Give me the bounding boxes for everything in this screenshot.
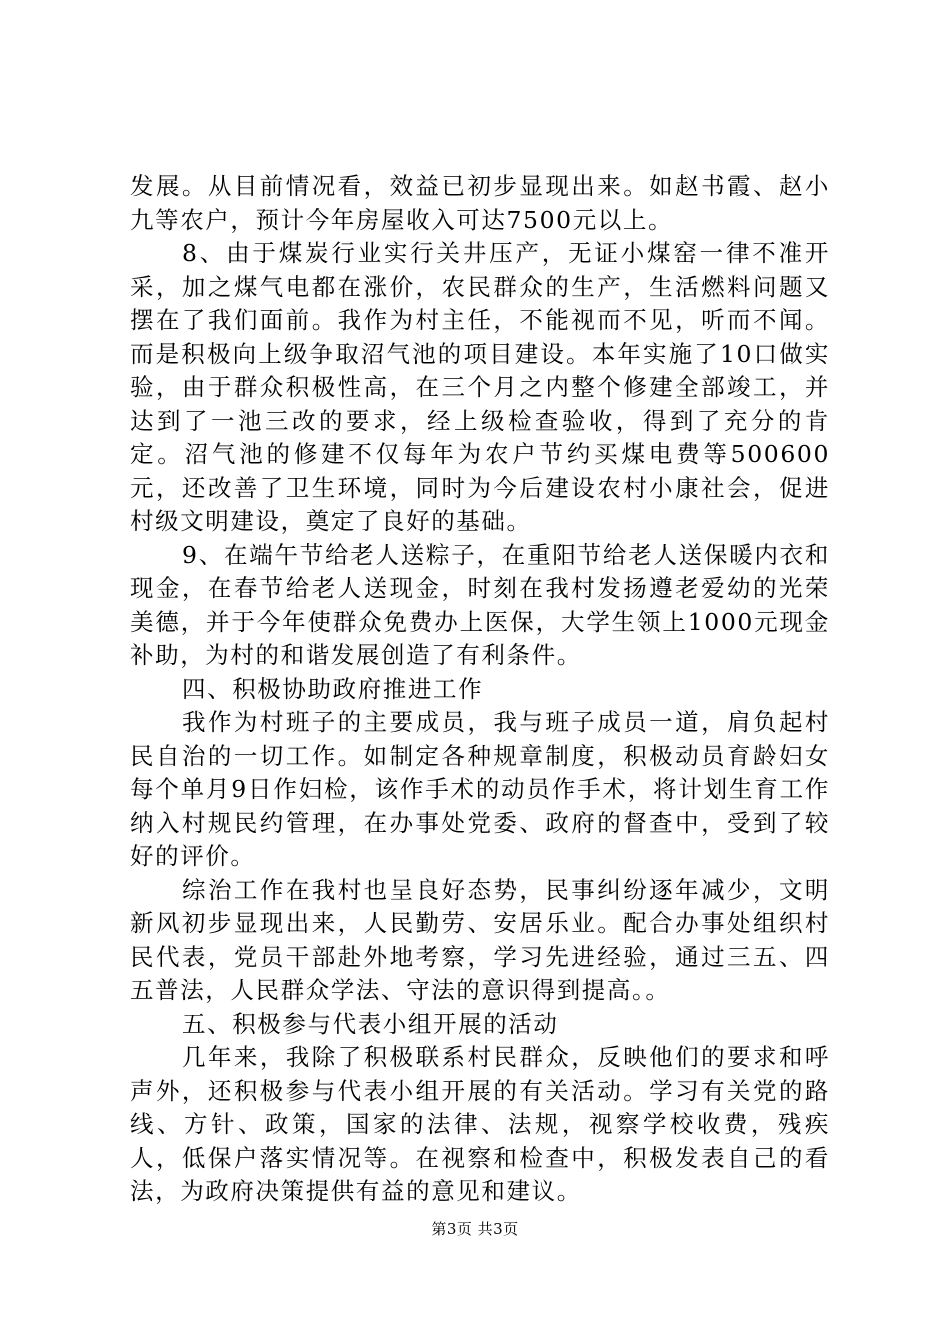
section-heading-5: 五、积极参与代表小组开展的活动 [182,1009,559,1038]
page-footer [0,1218,950,1239]
page-number-label: 第3页 共3页 [431,1220,519,1238]
paragraph-item-9: 9、在端午节给老人送粽子，在重阳节给老人送保暖内衣和现金，在春节给老人送现金，时刻在我村发扬遵老爱幼的光荣美德，并于今年使群众免费办上医保，大学生领上1000元现金补助，为村的和谐发展创造了有利条件。 [130,540,830,669]
paragraph-section-4-a: 我作为村班子的主要成员，我与班子成员一道，肩负起村民自治的一切工作。如制定各种规章制度，积极动员育龄妇女每个单月9日作妇检，该作手术的动员作手术，将计划生育工作纳入村规民约管理，在办事处党委、政府的督查中，受到了较好的评价。 [130,708,830,870]
section-heading-4: 四、积极协助政府推进工作 [182,674,484,703]
paragraph-item-8: 8、由于煤炭行业实行关井压产，无证小煤窑一律不准开采，加之煤气电都在涨价，农民群众的生产，生活燃料问题又摆在了我们面前。我作为村主任，不能视而不见，听而不闻。而是积极向上级争取沼气池的项目建设。本年实施了10口做实验，由于群众积极性高，在三个月之内整个修建全部竣工，并达到了一池三改的要求，经上级检查验收，得到了充分的肯定。沼气池的修建不仅每年为农户节约买煤电费等500600元，还改善了卫生环境，同时为今后建设农村小康社会，促进村级文明建设，奠定了良好的基础。 [130,239,830,535]
paragraph-continuation: 发展。从目前情况看，效益已初步显现出来。如赵书霞、赵小九等农户，预计今年房屋收入可达7500元以上。 [130,172,830,234]
paragraph-section-4-b: 综治工作在我村也呈良好态势，民事纠纷逐年减少，文明新风初步显现出来，人民勤劳、安居乐业。配合办事处组织村民代表，党员干部赴外地考察，学习先进经验，通过三五、四五普法，人民群众学法、守法的意识得到提高。。 [130,875,830,1004]
document-body [130,170,830,1209]
paragraph-section-5: 几年来，我除了积极联系村民群众，反映他们的要求和呼声外，还积极参与代表小组开展的有关活动。学习有关党的路线、方针、政策，国家的法律、法规，视察学校收费，残疾人，低保户落实情况等。在视察和检查中，积极发表自己的看法，为政府决策提供有益的意见和建议。 [130,1043,830,1205]
